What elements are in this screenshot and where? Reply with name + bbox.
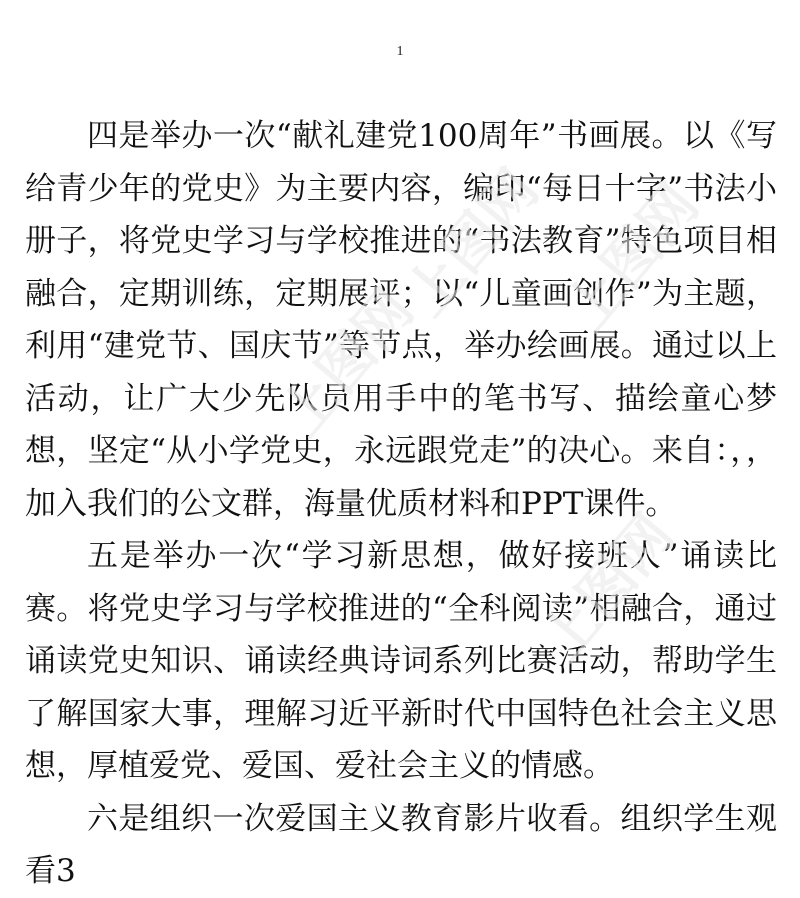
watermark-logo: 上图网 [528,502,687,674]
paragraph-4: 四是举办一次“献礼建党100周年”书画展。以《写给青少年的党史》为主要内容，编印“每日十字”书法小册子，将党史学习与学校推进的“书法教育”特色项目相融合，定期训练，定期展评；以“儿童画创作”为主题，利用“建党节、国庆节”等节点，举办绘画展。通过以上活动，让广大少先队员用手中的笔书写、描绘童心梦想，坚定“从小学党史，永远跟党走”的决心。来自：，，加入我们的公文群，海量优质材料和PPT课件。 [25,118,777,522]
watermark-logo: 上图网 [553,172,712,344]
paragraph-6: 六是组织一次爱国主义教育影片收看。组织学生观看3 [25,800,777,889]
paragraph-5: 五是举办一次“学习新思想，做好接班人”诵读比赛。将党史学习与学校推进的“全科阅读”相融合，通过诵读党史知识、诵读经典诗词系列比赛活动，帮助学生了解国家大事，理解习近平新时代中国特色社会主义思想，厚植爱党、爱国、爱社会主义的情感。 [25,538,777,784]
watermark-logo: 上图网 [268,277,427,449]
watermark-logo: 上图网 [393,157,552,329]
page-number: 1 [396,44,404,59]
document-body [25,110,777,898]
